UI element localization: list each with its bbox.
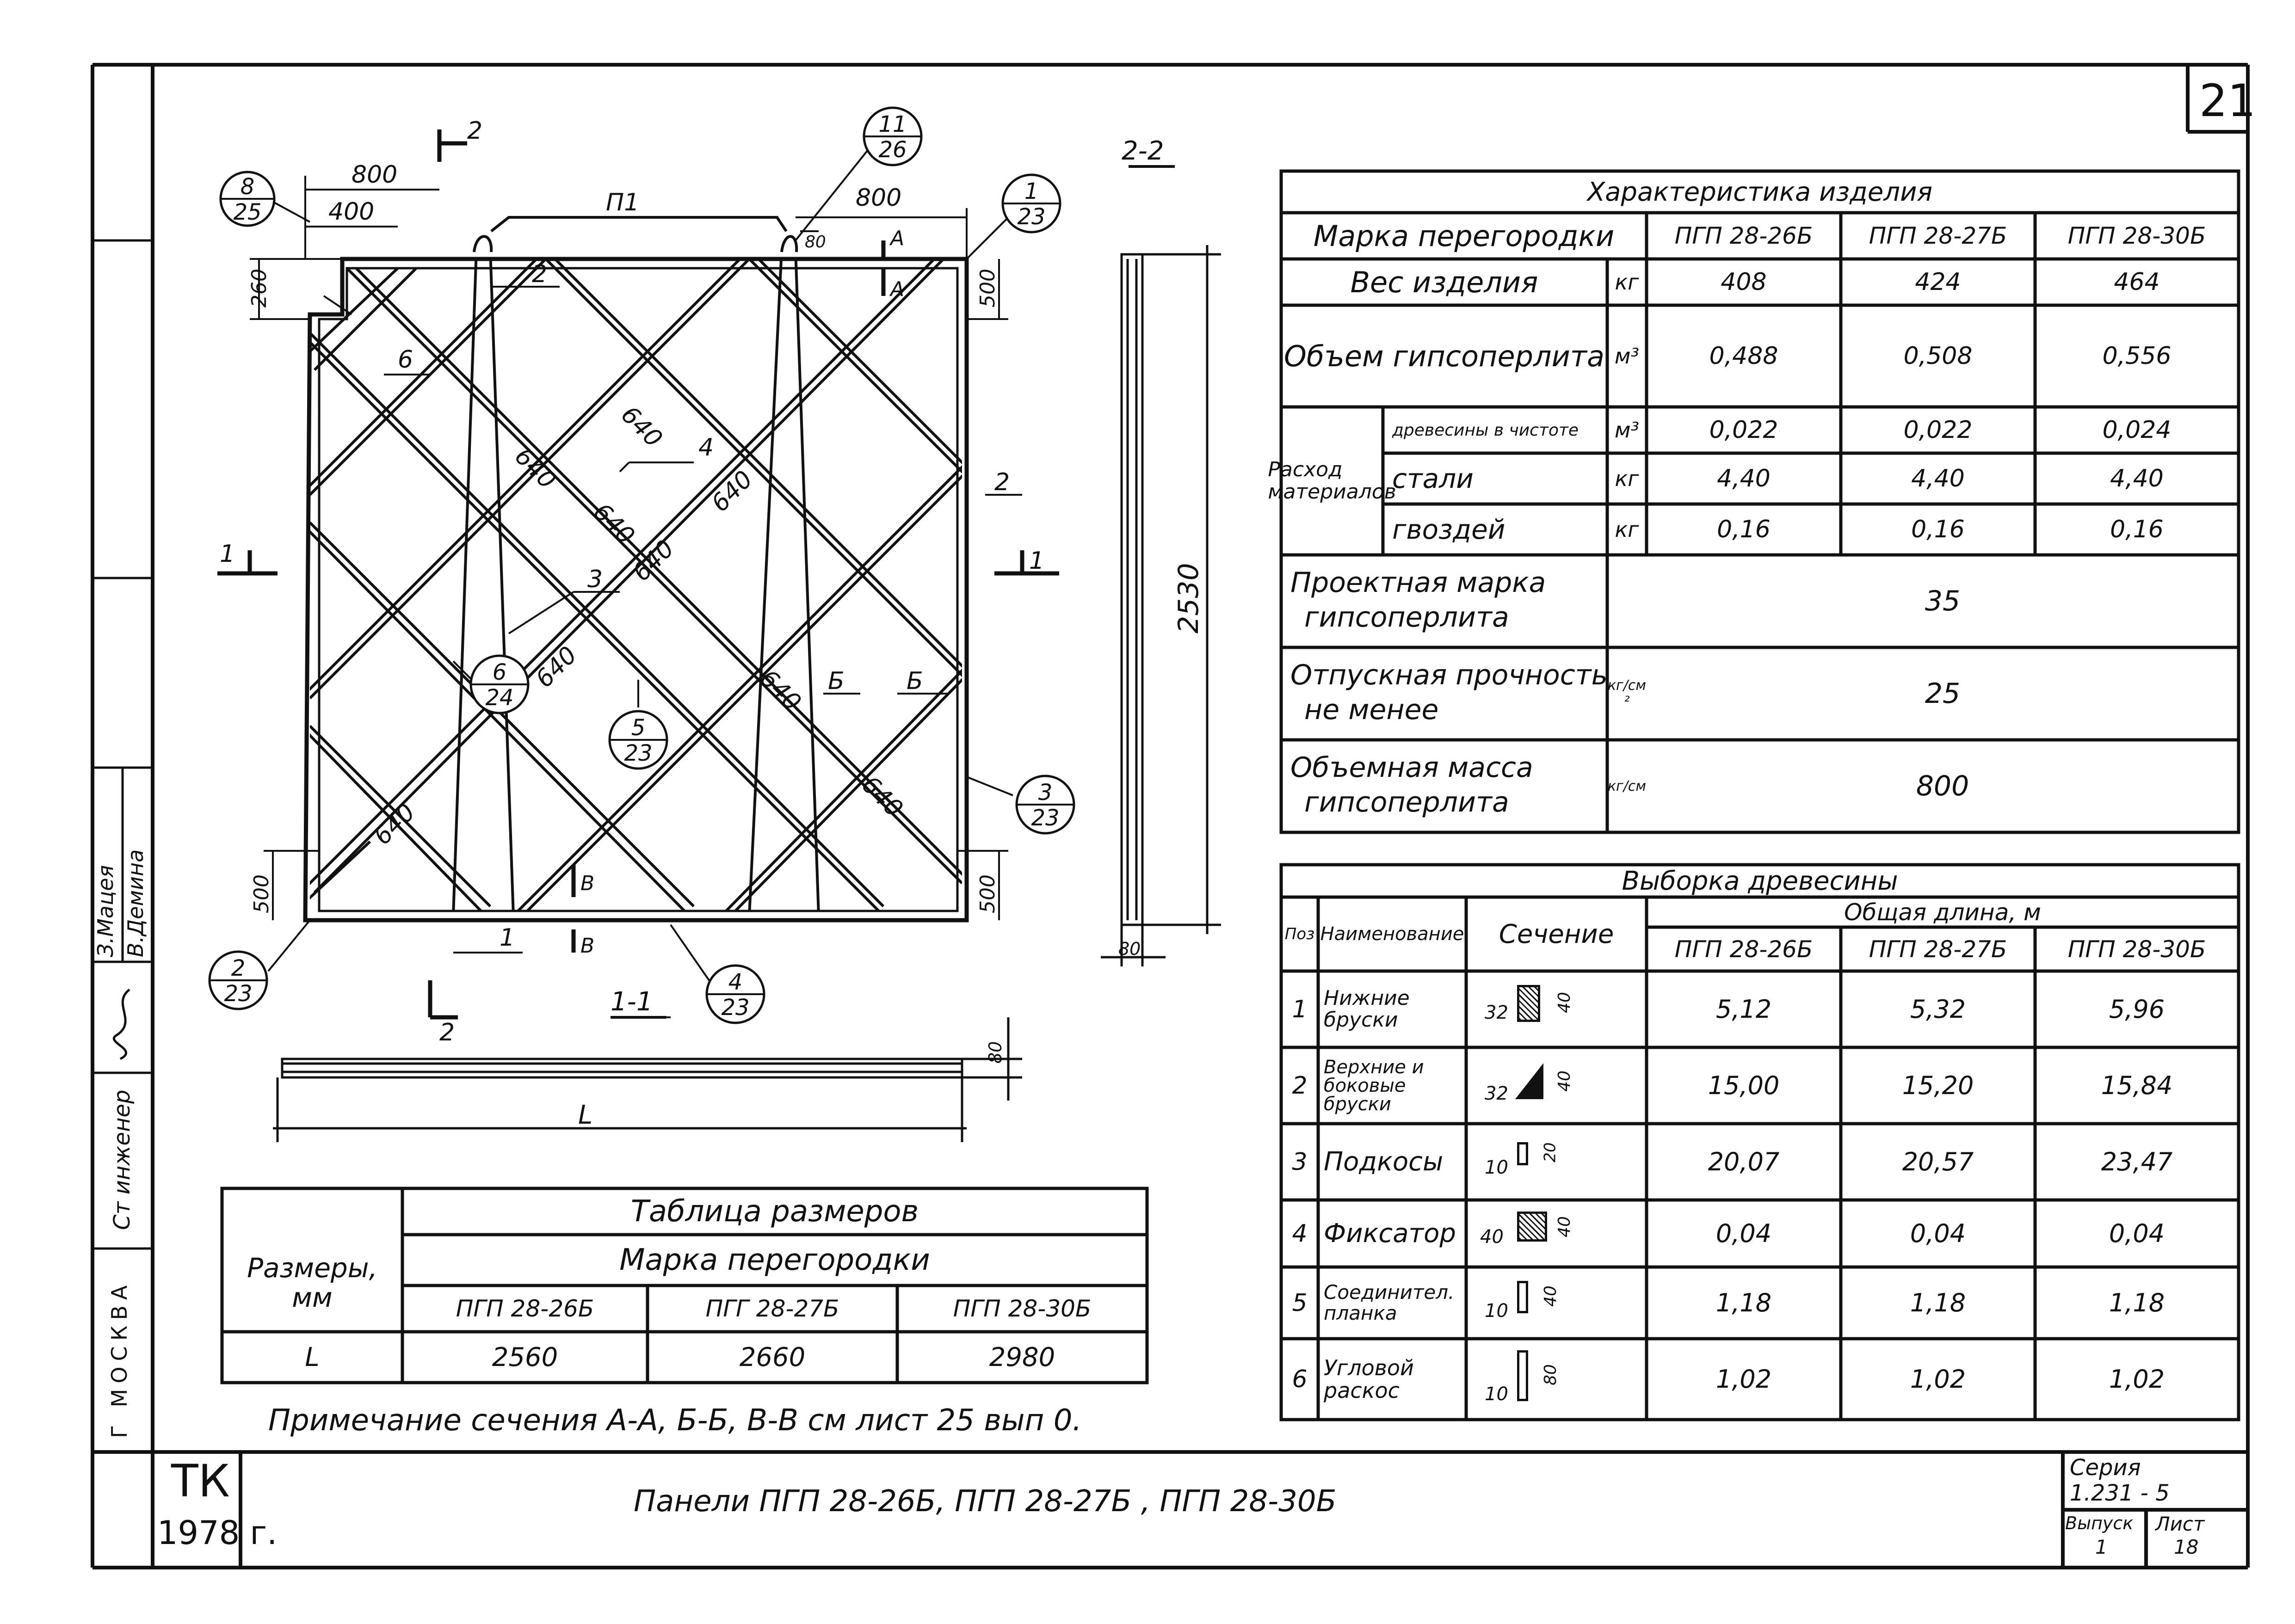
char-strength-label-1: Отпускная прочность xyxy=(1290,659,1608,691)
wood-row-6-sec-a: 10 xyxy=(1485,1384,1508,1405)
wood-row-3-v1: 20,07 xyxy=(1708,1147,1780,1176)
char-wood-1: 0,022 xyxy=(1709,416,1778,444)
char-weight-1: 408 xyxy=(1721,268,1767,296)
wood-row-4-section xyxy=(1466,1200,1647,1267)
wood-row-4-v3: 0,04 xyxy=(2109,1219,2165,1248)
wood-row-3-v3: 23,47 xyxy=(2101,1147,2173,1176)
dim-500-bl: 500 xyxy=(250,874,273,913)
wood-row-5-v2: 1,18 xyxy=(1910,1288,1966,1317)
wood-row-5-pos: 5 xyxy=(1292,1289,1308,1317)
pos-2b: 2 xyxy=(994,468,1010,496)
wood-row-3-name: Подкосы xyxy=(1324,1147,1444,1177)
square-section-icon xyxy=(1517,1212,1547,1242)
section-11-thickness: 80 xyxy=(985,1041,1006,1064)
callout-8-bottom: 23 xyxy=(721,995,750,1021)
stamp-tk: ТК xyxy=(171,1455,230,1507)
section-22-title: 2-2 xyxy=(1122,136,1164,166)
char-nails-3: 0,16 xyxy=(2110,516,2164,543)
char-mark-label: Марка перегородки xyxy=(1313,219,1615,253)
wood-row-1-section xyxy=(1466,971,1647,1047)
callout-7-top: 2 xyxy=(231,955,246,981)
char-strength-unit: кг/см² xyxy=(1607,677,1647,710)
issue-value: 1 xyxy=(2095,1536,2108,1558)
wood-row-2-name: Верхние и боковые бруски xyxy=(1324,1056,1424,1115)
char-steel-unit: кг xyxy=(1615,466,1639,491)
callout-8-top: 4 xyxy=(728,969,743,995)
wood-row-6-name: Угловой раскос xyxy=(1324,1355,1414,1403)
callout-3-bottom: 23 xyxy=(1017,204,1046,230)
wood-row-2-section xyxy=(1466,1047,1647,1124)
section-2-bottom: 2 xyxy=(439,1019,455,1046)
size-table-group-header: Марка перегородки xyxy=(619,1243,930,1277)
dim-400: 400 xyxy=(328,198,375,226)
wood-col-name: Наименование xyxy=(1320,923,1464,945)
size-table-value-3: 2980 xyxy=(989,1342,1055,1372)
stamp-year: 1978 г. xyxy=(157,1514,278,1552)
callout-7-bottom: 23 xyxy=(224,981,253,1007)
char-density: 800 xyxy=(1916,770,1969,802)
wood-col-section: Сечение xyxy=(1499,919,1614,949)
char-weight-2: 424 xyxy=(1915,268,1961,296)
wood-row-6-pos: 6 xyxy=(1292,1365,1308,1393)
wood-mark-2: ПГП 28-27Б xyxy=(1869,935,2007,963)
wood-col-pos: Поз xyxy=(1284,925,1315,943)
city-label: Г МОСКВА xyxy=(107,1280,132,1438)
char-weight-unit: кг xyxy=(1615,270,1639,295)
char-steel-3: 4,40 xyxy=(2110,465,2164,492)
wood-row-4-pos: 4 xyxy=(1292,1219,1308,1248)
callout-5-bottom: 23 xyxy=(624,740,653,766)
char-strength: 25 xyxy=(1925,677,1961,710)
wood-row-3-section xyxy=(1466,1124,1647,1200)
section-22-width: 80 xyxy=(1118,939,1141,959)
dim-500-tr: 500 xyxy=(976,269,999,308)
page-value: 18 xyxy=(2174,1536,2199,1558)
dim-500-br: 500 xyxy=(976,874,999,913)
char-volume-2: 0,508 xyxy=(1903,342,1973,370)
label-p1: П1 xyxy=(606,189,640,216)
callout-6-bottom: 23 xyxy=(1031,805,1060,831)
cut-b-bottom: В xyxy=(580,934,595,958)
wood-row-1-sec-a: 32 xyxy=(1485,1002,1508,1023)
char-density-label-1: Объемная масса xyxy=(1290,751,1533,784)
cut-bb-1: Б xyxy=(828,667,845,695)
issue-label: Выпуск xyxy=(2065,1513,2134,1533)
label-640-2: 640 xyxy=(587,498,640,550)
wood-row-2-v3: 15,84 xyxy=(2101,1071,2173,1100)
section-22-height: 2530 xyxy=(1172,563,1205,634)
char-steel-1: 4,40 xyxy=(1717,465,1771,492)
plank-section-icon xyxy=(1517,1142,1528,1165)
wood-row-1-pos: 1 xyxy=(1292,995,1308,1023)
cut-bb-2: Б xyxy=(907,667,923,695)
wood-row-4-v2: 0,04 xyxy=(1910,1219,1966,1248)
callout-4-bottom: 24 xyxy=(485,685,514,711)
wood-row-2-pos: 2 xyxy=(1292,1071,1308,1100)
char-mark-2: ПГП 28-27Б xyxy=(1869,222,2007,249)
wood-table-title: Выборка древесины xyxy=(1622,866,1898,896)
label-640-1: 640 xyxy=(509,442,561,495)
wood-mark-1: ПГП 28-26Б xyxy=(1674,935,1813,963)
side-label-name-2: В.Демина xyxy=(123,849,148,957)
label-640-9: 640 xyxy=(615,400,668,453)
section-1-left: 1 xyxy=(220,540,235,568)
char-title: Характеристика изделия xyxy=(1587,177,1933,207)
plank-section-icon xyxy=(1517,1350,1528,1401)
char-strength-label-2: не менее xyxy=(1304,694,1439,726)
char-grade-label-2: гипсоперлита xyxy=(1304,601,1509,634)
wood-row-6-v2: 1,02 xyxy=(1910,1365,1966,1394)
wood-row-2-v1: 15,00 xyxy=(1708,1071,1780,1100)
char-volume-unit: м³ xyxy=(1614,344,1640,369)
char-nails-unit: кг xyxy=(1615,517,1639,542)
section-1-right: 1 xyxy=(1029,547,1045,575)
pos-2a: 2 xyxy=(532,260,548,288)
wood-col-length: Общая длина, м xyxy=(1844,898,2041,926)
size-table-value-1: 2560 xyxy=(492,1342,558,1372)
char-nails-2: 0,16 xyxy=(1911,516,1965,543)
char-weight-3: 464 xyxy=(2114,268,2160,296)
wood-row-6-sec-b: 80 xyxy=(1541,1364,1560,1385)
page-label: Лист xyxy=(2155,1513,2205,1535)
dim-800-right: 800 xyxy=(856,184,902,212)
wood-row-5-section xyxy=(1466,1267,1647,1339)
char-nails-label: гвоздей xyxy=(1392,514,1505,545)
char-nails-1: 0,16 xyxy=(1717,516,1771,543)
dim-80-top: 80 xyxy=(805,233,826,252)
char-volume-1: 0,488 xyxy=(1709,342,1778,370)
pos-3: 3 xyxy=(587,566,603,593)
char-grade: 35 xyxy=(1925,585,1961,617)
wood-row-1-sec-b: 40 xyxy=(1555,992,1574,1013)
char-consumption-label-text: Расход материалов xyxy=(1268,457,1396,504)
char-wood-unit: м³ xyxy=(1614,418,1640,443)
size-table-mark-2: ПГГ 28-27Б xyxy=(705,1295,839,1322)
char-steel-label: стали xyxy=(1392,463,1474,494)
wood-row-5-v3: 1,18 xyxy=(2109,1288,2165,1317)
wood-row-4-v1: 0,04 xyxy=(1715,1219,1772,1248)
wood-mark-3: ПГП 28-30Б xyxy=(2067,935,2206,963)
wood-row-3-v2: 20,57 xyxy=(1902,1147,1974,1176)
wood-row-1-name: Нижние бруски xyxy=(1324,986,1410,1032)
label-640-4: 640 xyxy=(706,465,759,518)
dim-260: 260 xyxy=(247,269,271,308)
pos-6: 6 xyxy=(398,346,413,374)
char-volume-3: 0,556 xyxy=(2102,342,2172,370)
cut-a-2: А xyxy=(890,277,905,301)
wood-row-1-v3: 5,96 xyxy=(2109,995,2165,1024)
char-mark-3: ПГП 28-30Б xyxy=(2067,222,2206,249)
series-value: 1.231 - 5 xyxy=(2070,1480,2170,1506)
wood-row-4-name: Фиксатор xyxy=(1324,1218,1456,1249)
char-wood-label: древесины в чистоте xyxy=(1392,420,1579,440)
pos-1: 1 xyxy=(500,924,515,952)
wood-row-6-section xyxy=(1466,1339,1647,1420)
char-volume-label: Объем гипсоперлита xyxy=(1284,339,1604,373)
sheet-title: Панели ПГП 28-26Б, ПГП 28-27Б , ПГП 28-30Б xyxy=(634,1484,1337,1519)
callout-6-top: 3 xyxy=(1038,780,1053,806)
wood-row-1-v1: 5,12 xyxy=(1715,995,1772,1024)
size-table-row-header-text: Размеры, мм xyxy=(247,1252,377,1313)
dim-800-left: 800 xyxy=(352,161,398,189)
char-steel-2: 4,40 xyxy=(1911,465,1965,492)
wood-row-2-v2: 15,20 xyxy=(1902,1071,1974,1100)
note: Примечание сечения А-А, Б-Б, В-В см лист 25 вып 0. xyxy=(268,1403,1082,1438)
pos-4: 4 xyxy=(698,434,714,461)
wood-row-5-name: Соединител. планка xyxy=(1324,1281,1455,1324)
wood-row-5-v1: 1,18 xyxy=(1715,1288,1772,1317)
wood-row-1-v2: 5,32 xyxy=(1910,995,1966,1024)
wood-row-5-sec-b: 40 xyxy=(1541,1286,1560,1307)
size-table-title: Таблица размеров xyxy=(630,1194,919,1229)
cut-a-top: А xyxy=(890,227,905,250)
sheet-number: 21 xyxy=(2199,75,2256,127)
triangle-section-icon xyxy=(1515,1064,1547,1101)
section-2-top: 2 xyxy=(467,117,483,145)
wood-row-3-sec-a: 10 xyxy=(1485,1157,1508,1178)
callout-4-top: 6 xyxy=(492,659,507,685)
callout-5-top: 5 xyxy=(631,715,646,741)
label-640-5: 640 xyxy=(530,641,583,694)
wood-row-3-sec-b: 20 xyxy=(1541,1142,1560,1163)
wood-row-2-sec-a: 32 xyxy=(1485,1083,1508,1104)
wood-row-4-sec-b: 40 xyxy=(1555,1216,1574,1237)
callout-2-bottom: 26 xyxy=(878,137,907,163)
wood-row-4-sec-a: 40 xyxy=(1480,1226,1504,1248)
callout-3-top: 1 xyxy=(1024,178,1039,204)
plank-section-icon xyxy=(1517,1281,1528,1313)
char-wood-2: 0,022 xyxy=(1903,416,1973,444)
side-label-engineer: Ст инженер xyxy=(109,1089,135,1230)
callout-1-top: 8 xyxy=(240,174,255,200)
wood-row-3-pos: 3 xyxy=(1292,1148,1308,1176)
char-grade-label-1: Проектная марка xyxy=(1290,566,1546,599)
size-table-mark-1: ПГП 28-26Б xyxy=(456,1295,594,1322)
wood-row-6-v1: 1,02 xyxy=(1715,1365,1772,1394)
size-table-mark-3: ПГП 28-30Б xyxy=(953,1295,1092,1322)
bar-section-icon xyxy=(1517,985,1540,1022)
section-11-title: 1-1 xyxy=(611,987,653,1017)
label-640-6: 640 xyxy=(754,664,807,717)
label-640-3: 640 xyxy=(627,535,680,587)
char-density-unit: кг/см xyxy=(1607,778,1647,794)
callout-2-top: 11 xyxy=(878,111,907,137)
wood-row-2-sec-b: 40 xyxy=(1555,1070,1574,1092)
size-table-row-label: L xyxy=(305,1342,320,1372)
size-table-value-2: 2660 xyxy=(739,1342,806,1372)
wood-row-5-sec-a: 10 xyxy=(1485,1300,1508,1322)
side-label-name-1: З.Мацея xyxy=(93,865,118,957)
series-label: Серия xyxy=(2070,1455,2141,1481)
label-640-7: 640 xyxy=(368,798,421,851)
cut-b-top: В xyxy=(580,872,595,895)
wood-row-6-v3: 1,02 xyxy=(2109,1365,2165,1394)
callout-1-bottom: 25 xyxy=(233,199,262,225)
char-mark-1: ПГП 28-26Б xyxy=(1674,222,1813,249)
char-density-label-2: гипсоперлита xyxy=(1304,786,1509,818)
label-640-8: 640 xyxy=(856,770,908,823)
char-wood-3: 0,024 xyxy=(2102,416,2172,444)
section-11-length: L xyxy=(578,1100,593,1130)
char-weight-label: Вес изделия xyxy=(1350,265,1538,299)
